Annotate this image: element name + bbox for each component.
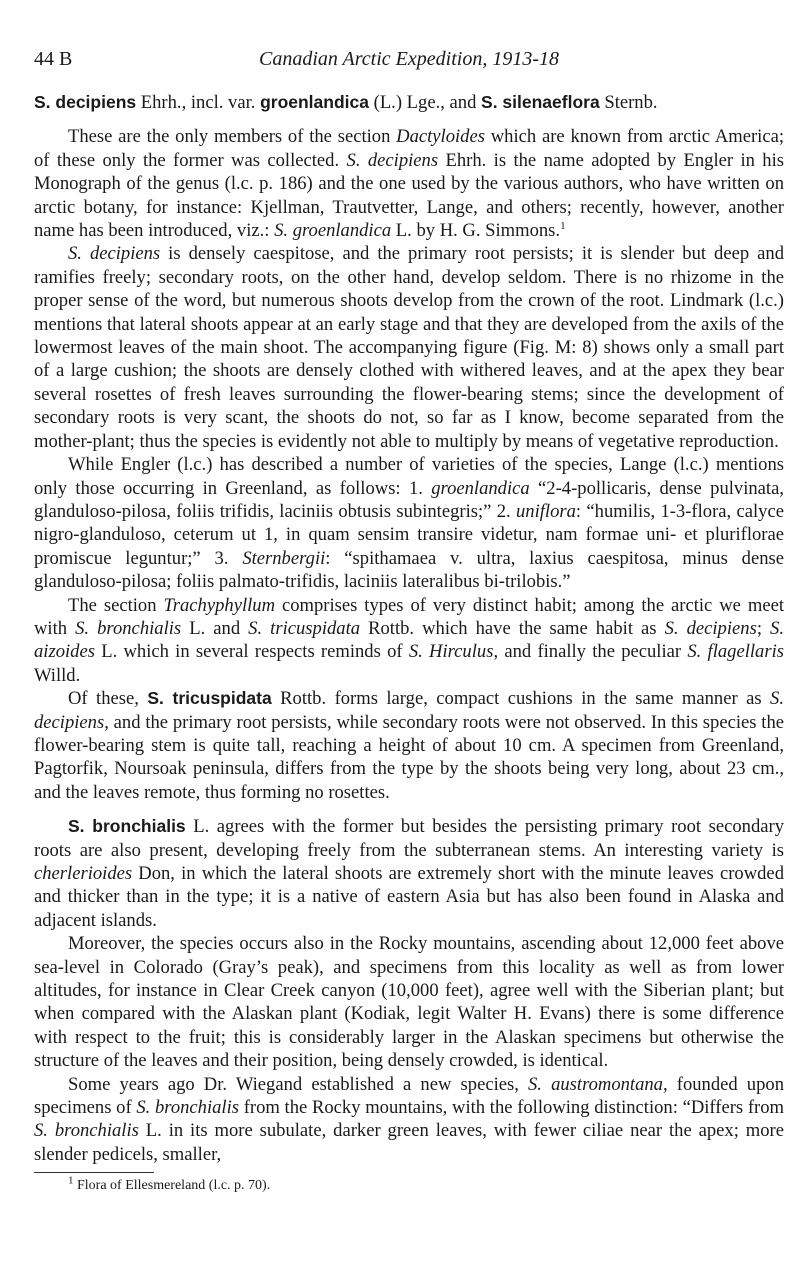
text-run: which are known from arctic America; of these only the former was collected. xyxy=(34,126,784,171)
page-number: 44 B xyxy=(34,48,73,70)
text-run: comprises types of very distinct habit; among the arctic we meet with xyxy=(34,594,784,639)
text-run: ; xyxy=(756,617,771,639)
taxon-name: S. silenaeflora xyxy=(481,92,600,112)
italic-term: S. bronchialis xyxy=(34,1120,139,1142)
footnote-rule xyxy=(34,1172,154,1173)
paragraph xyxy=(34,932,784,1072)
text-run: Rottb. which have the same habit as xyxy=(360,617,665,639)
italic-term: S. aizoides xyxy=(34,617,784,663)
footnote-marker: 1 xyxy=(560,219,566,232)
text-run: Ehrh. is the name adopted by Engler in his Monograph of the genus (l.c. p. 186) and the one used by the various authors, who have written on arctic botany, for instance: Kjellman, Trautvetter, Lange, and others; recently, however, another name has been introduced, viz.: xyxy=(34,149,785,242)
italic-term: S. flagellaris xyxy=(687,641,784,663)
text-run: Rottb. forms large, compact cushions in the same manner as xyxy=(271,688,771,710)
text-run: Some years ago Dr. Wiegand established a new species, xyxy=(68,1073,528,1095)
italic-term: S. austromontana xyxy=(528,1073,663,1095)
paragraph-heading-decipiens xyxy=(34,91,784,114)
taxon-name: S. tricuspidata xyxy=(147,688,272,709)
text-run: L. in its more subulate, darker green leaves, with fewer ciliae near the apex; more slender pedicels, smaller, xyxy=(34,1120,784,1165)
taxon-name: S. decipiens xyxy=(34,92,137,112)
text-run: (L.) Lge., and xyxy=(368,92,482,113)
italic-term: S. bronchialis xyxy=(75,617,182,639)
footnote-marker: 1 xyxy=(68,1174,74,1187)
text-run: Of these, xyxy=(68,688,148,710)
italic-term: S. Hirculus xyxy=(408,641,494,663)
italic-term: S. tricuspidata xyxy=(248,617,361,639)
footnote xyxy=(34,1174,784,1195)
paragraph xyxy=(34,453,784,593)
text-run: Don, in which the lateral shoots are extremely short with the minute leaves crowded and thicker than in the type; it is a native of eastern Asia but has also been found in Alaska and adjacent islands. xyxy=(34,863,784,931)
text-run: L. which in several respects reminds of xyxy=(94,641,409,663)
text-run: Willd. xyxy=(34,664,81,686)
paragraph xyxy=(34,242,784,453)
text-run: Sternb. xyxy=(599,92,658,113)
italic-term: Trachyphyllum xyxy=(163,594,276,616)
text-run: , and finally the peculiar xyxy=(493,641,688,663)
text-run: is densely caespitose, and the primary root persists; it is slender but deep and ramifies freely; secondary roots, on the other hand, develop seldom. There is no rhizome in the proper sense of the word, but numerous shoots develop from the crown of the root. Lindmark (l.c.) mentions that lateral shoots appear at an early stage and that they are developed from the axils of the lowermost leaves of the main shoot. The accompanying figure (Fig. M: 8) shows only a small part of a large cushion; the shoots are densely clothed with withered leaves, and at the apex they bear several rosettes of fresh leaves surrounding the flower-bearing stems; since the development of secondary roots is very scant, the shoots do not, so far as I know, become separated from the mother-plant; thus the species is evidently not able to multiply by means of vegetative reproduction. xyxy=(34,243,784,452)
italic-term: S. decipiens xyxy=(346,149,439,171)
page-header xyxy=(34,48,784,78)
text-run: These are the only members of the section xyxy=(68,126,397,148)
italic-term: cherlerioides xyxy=(34,863,133,884)
running-title: Canadian Arctic Expedition, 1913-18 xyxy=(259,48,559,70)
paragraph xyxy=(34,815,784,932)
text-run: Moreover, the species occurs also in the Rocky mountains, ascending about 12,000 feet above sea-level in Colorado (Gray’s peak), and specimens from this locality as well as from lower altitudes, for instance in Clear Creek canyon (10,000 feet), agree well with the Siberian plant; but when compared with the Alaskan plant (Kodiak, legit Walter H. Evans) there is some difference with respect to the fruit; this is considerably larger in the Alaskan specimens but otherwise the structure of the leaves and their position, being densely crowded, is identical. xyxy=(34,933,784,1072)
text-run: , and the primary root persists, while secondary roots were not observed. In this species the flower-bearing stem is quite tall, reaching a height of about 10 cm. A specimen from Greenland, Pagtorfik, Noursoak peninsula, differs from the type by the shoots being very long, about 23 cm., and the leaves remote, thus forming no rosettes. xyxy=(34,711,784,803)
text-run: L. by H. G. Simmons. xyxy=(391,220,561,242)
text-run: L. and xyxy=(181,617,249,639)
taxon-name: groenlandica xyxy=(260,92,369,112)
taxon-name: S. bronchialis xyxy=(68,816,186,837)
paragraph xyxy=(34,1073,784,1167)
italic-term: S. decipiens xyxy=(68,243,161,265)
text-run: from the Rocky mountains, with the following distinction: “Differs from xyxy=(239,1097,784,1119)
text-run: “2-4-pollicaris, dense pulvinata, glanduloso-pilosa, foliis trifidis, laciniis obtusis subintegris;” 2. xyxy=(34,477,784,522)
paragraph xyxy=(34,125,784,242)
text-run: L. agrees with the former but besides the persisting primary root secondary roots are also present, developing freely from the subterranean stems. An interesting variety is xyxy=(34,816,784,861)
body-text xyxy=(34,91,784,1166)
italic-term: groenlandica xyxy=(431,477,530,499)
paragraph xyxy=(34,687,784,804)
footnote-text: Flora of Ellesmereland (l.c. p. 70). xyxy=(73,1178,271,1194)
text-run: While Engler (l.c.) has described a number of varieties of the species, Lange (l.c.) mentions only those occurring in Greenland, as follows: 1. xyxy=(34,454,784,499)
italic-term: Sternbergii xyxy=(242,547,326,569)
paragraph xyxy=(34,594,784,688)
text-run: , founded upon specimens of xyxy=(34,1073,784,1119)
italic-term: S. decipiens xyxy=(34,688,784,733)
page xyxy=(34,48,784,1195)
text-run: The section xyxy=(68,594,164,616)
italic-term: Dactyloides xyxy=(396,126,485,148)
italic-term: S. decipiens xyxy=(664,617,757,639)
italic-term: S. bronchialis xyxy=(136,1097,240,1119)
text-run: Ehrh., incl. var. xyxy=(136,92,261,113)
text-run: : “spithamaea v. ultra, laxius caespitosa, minus dense glanduloso-pilosa; foliis palmato-trifidis, laciniis lateralibus bi-trilobis.” xyxy=(34,547,784,593)
italic-term: S. groenlandica xyxy=(274,220,392,242)
italic-term: uniflora xyxy=(516,500,576,522)
text-run: : “humilis, 1-3-flora, calyce nigro-glanduloso, ceterum ut 1, in quam sensim transire videtur, nam formae uni- et pluriflorae promiscue leguntur;” 3. xyxy=(34,500,784,569)
